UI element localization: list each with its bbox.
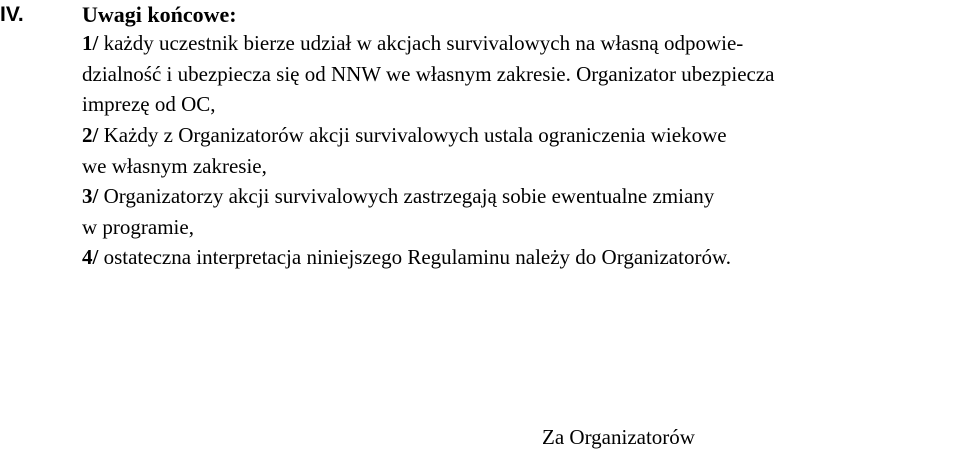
item-1-line-1 — [82, 28, 960, 59]
item-1 — [82, 28, 960, 120]
item-2 — [82, 120, 960, 181]
signature: Za Organizatorów — [542, 425, 695, 449]
item-1-line-2: dzialność i ubezpiecza się od NNW we własnym zakresie. Organizator ubezpiecza — [82, 61, 775, 86]
item-3-line-1 — [82, 181, 960, 212]
item-3-number: 3/ — [82, 184, 99, 208]
section-number: IV. — [0, 3, 24, 26]
item-1-line-3: imprezę od OC, — [82, 92, 216, 116]
section-title: Uwagi końcowe: — [82, 2, 237, 27]
item-2-number: 2/ — [82, 123, 99, 147]
item-4-text-1: ostateczna interpretacja niniejszego Regulaminu należy do Organizatorów. — [98, 245, 732, 269]
item-1-number: 1/ — [82, 31, 99, 55]
item-2-line-1 — [82, 120, 960, 151]
item-2-text-1: Każdy z Organizatorów akcji survivalowych ustala ograniczenia wiekowe — [98, 123, 727, 147]
item-3-text-1: Organizatorzy akcji survivalowych zastrzegają sobie ewentualne zmiany — [98, 184, 715, 208]
item-4 — [82, 242, 960, 273]
item-2-line-2: we własnym zakresie, — [82, 153, 267, 178]
item-3 — [82, 181, 960, 242]
item-4-number: 4/ — [82, 245, 99, 269]
item-4-line-1 — [82, 242, 960, 273]
item-3-line-2: w programie, — [82, 214, 194, 239]
item-1-text-1: każdy uczestnik bierze udział w akcjach survivalowych na własną odpowie- — [98, 31, 744, 55]
